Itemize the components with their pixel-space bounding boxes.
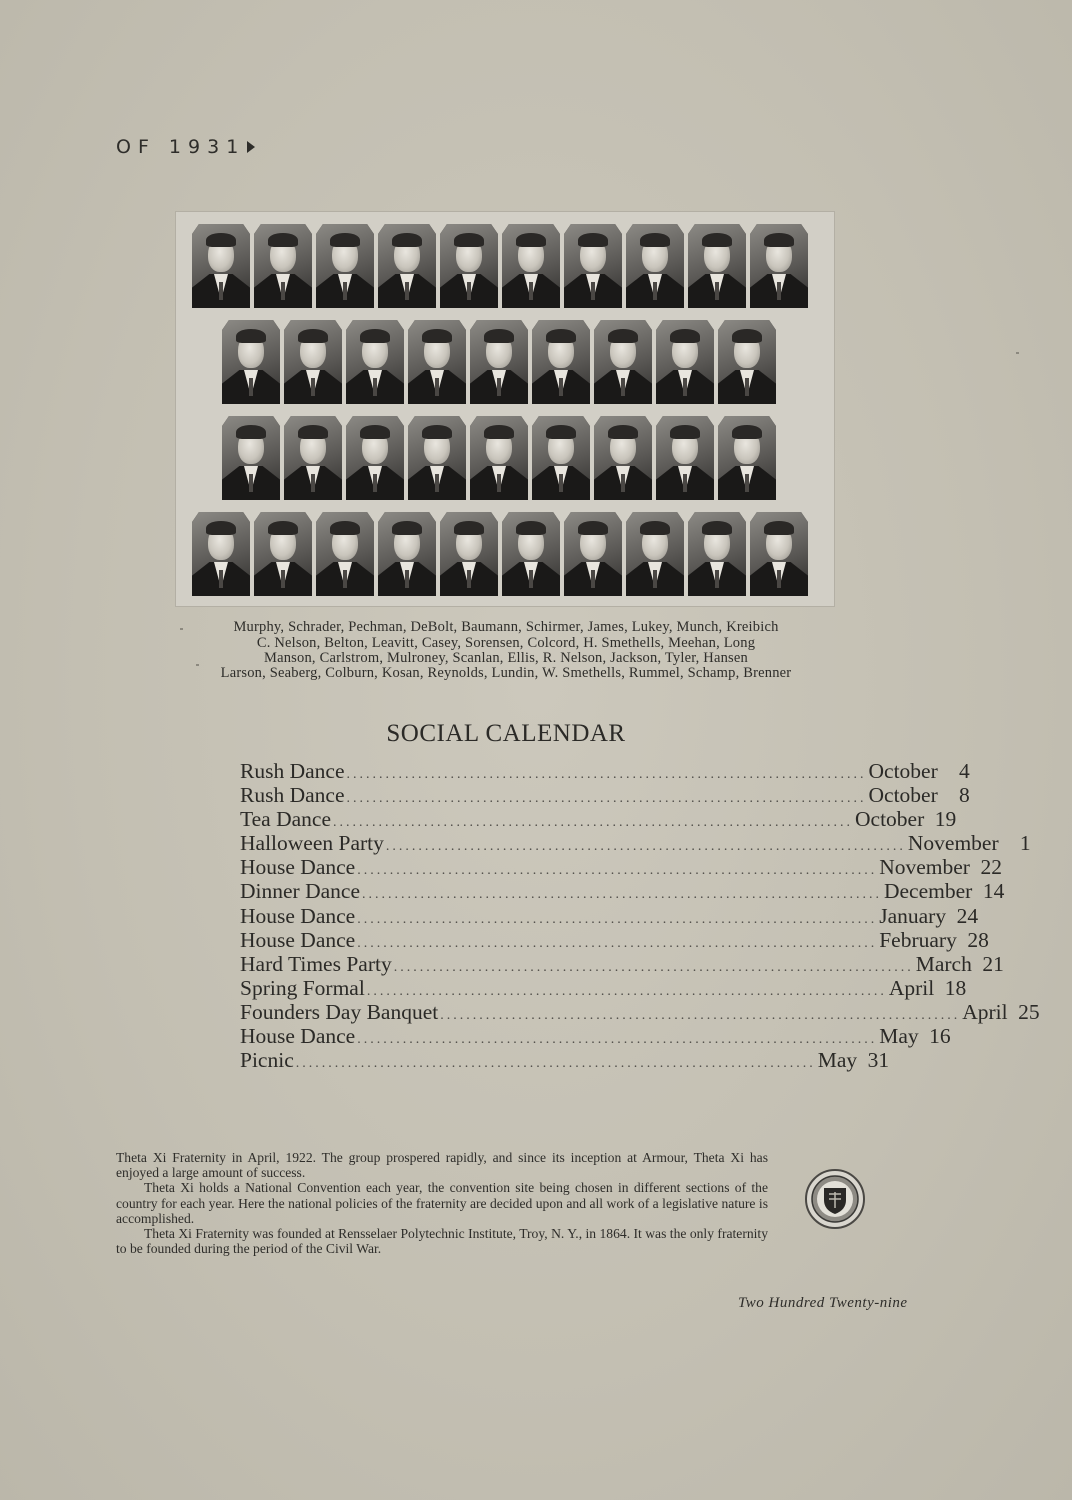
calendar-row — [240, 783, 970, 808]
member-portrait — [316, 512, 374, 596]
member-portrait — [192, 512, 250, 596]
event-day: 8 — [959, 783, 970, 808]
group-photo — [176, 212, 834, 606]
event-name: House Dance — [240, 903, 356, 928]
event-month: May — [817, 1048, 858, 1073]
history-text — [116, 1150, 768, 1256]
dot-leader: ................................................................................ — [361, 887, 882, 903]
event-month: March — [915, 951, 972, 976]
event-month: November — [879, 855, 970, 880]
photo-caption-line-1: Murphy, Schrader, Pechman, DeBolt, Baumann, Schirmer, James, Lukey, Munch, Kreibich — [233, 619, 779, 635]
history-paragraph: Theta Xi holds a National Convention each year, the convention site being chosen in different sections of the country for each year. Here the national policies of the fraternity are decided upon and all work of a legislative nature is accomplished. — [116, 1180, 768, 1226]
event-name: Founders Day Banquet — [240, 999, 439, 1024]
paper-speck — [180, 628, 183, 630]
member-portrait — [470, 320, 528, 404]
calendar-row — [240, 1048, 890, 1073]
photo-caption-line-4: Larson, Seaberg, Colburn, Kosan, Reynolds, Lundin, W. Smethells, Rummel, Schamp, Brenner — [220, 665, 792, 681]
event-name: Spring Formal — [240, 975, 365, 1000]
photo-row-3 — [222, 416, 780, 500]
member-portrait — [222, 320, 280, 404]
event-day: 28 — [967, 927, 989, 952]
member-portrait — [440, 224, 498, 308]
member-portrait — [502, 512, 560, 596]
member-portrait — [470, 416, 528, 500]
event-day: 21 — [982, 951, 1004, 976]
dot-leader: ................................................................................ — [346, 791, 867, 807]
calendar-row — [240, 879, 1005, 904]
member-portrait — [440, 512, 498, 596]
member-portrait — [750, 224, 808, 308]
dot-leader: ................................................................................ — [333, 815, 853, 831]
member-portrait — [718, 320, 776, 404]
calendar-row — [240, 1024, 951, 1049]
member-portrait — [688, 224, 746, 308]
event-day: 31 — [867, 1048, 890, 1073]
member-portrait — [594, 320, 652, 404]
paper-speck — [1016, 352, 1019, 354]
calendar-row — [240, 759, 970, 783]
calendar-row — [240, 975, 967, 1000]
event-month: November — [907, 831, 999, 856]
triangle-right-icon — [247, 141, 255, 153]
member-portrait — [718, 416, 776, 500]
event-name: House Dance — [240, 1024, 356, 1049]
member-portrait — [564, 224, 622, 308]
calendar-row — [240, 951, 1004, 976]
event-day: 4 — [959, 759, 970, 783]
event-day: 22 — [980, 855, 1002, 880]
event-name: Dinner Dance — [240, 879, 360, 904]
member-portrait — [656, 320, 714, 404]
photo-row-2 — [222, 320, 780, 404]
member-portrait — [316, 224, 374, 308]
page-number: Two Hundred Twenty-nine — [738, 1295, 908, 1311]
member-portrait — [408, 416, 466, 500]
calendar-row — [240, 807, 957, 832]
member-portrait — [346, 416, 404, 500]
member-portrait — [532, 320, 590, 404]
running-head-text: OF 1931 — [116, 136, 246, 158]
member-portrait — [346, 320, 404, 404]
member-portrait — [594, 416, 652, 500]
event-month: April — [962, 999, 1008, 1024]
calendar-row — [240, 903, 979, 928]
event-day: 1 — [1019, 831, 1031, 856]
event-day: 16 — [929, 1024, 951, 1049]
calendar-row — [240, 999, 1040, 1024]
social-calendar-title: SOCIAL CALENDAR — [386, 720, 626, 747]
member-portrait — [626, 224, 684, 308]
event-day: 24 — [956, 903, 979, 928]
member-portrait — [564, 512, 622, 596]
member-portrait — [284, 320, 342, 404]
social-calendar-list — [240, 759, 1040, 1073]
event-month: October — [868, 759, 938, 783]
event-day: 14 — [982, 879, 1005, 904]
member-portrait — [192, 224, 250, 308]
member-portrait — [656, 416, 714, 500]
member-portrait — [254, 512, 312, 596]
history-paragraph: Theta Xi Fraternity was founded at Rensselaer Polytechnic Institute, Troy, N. Y., in 1864. It was the only fraternity to be founded during the period of the Civil War. — [116, 1226, 768, 1257]
member-portrait — [532, 416, 590, 500]
event-name: Halloween Party — [240, 831, 384, 856]
running-head — [116, 136, 255, 158]
dot-leader: ................................................................................ — [357, 1032, 878, 1048]
event-month: January — [879, 903, 947, 928]
member-portrait — [688, 512, 746, 596]
event-name: Rush Dance — [240, 783, 345, 808]
member-portrait — [750, 512, 808, 596]
event-month: February — [879, 927, 957, 952]
calendar-row — [240, 831, 1031, 856]
dot-leader: ................................................................................ — [385, 839, 906, 855]
dot-leader: ................................................................................ — [357, 863, 878, 879]
event-name: Hard Times Party — [240, 951, 392, 976]
member-portrait — [378, 512, 436, 596]
event-name: House Dance — [240, 855, 356, 880]
photo-caption-line-3: Manson, Carlstrom, Mulroney, Scanlan, Ellis, R. Nelson, Jackson, Tyler, Hansen — [264, 650, 748, 666]
member-portrait — [254, 224, 312, 308]
event-month: October — [868, 783, 938, 808]
event-day: 19 — [934, 807, 957, 832]
member-portrait — [378, 224, 436, 308]
dot-leader: ................................................................................ — [357, 911, 878, 927]
member-portrait — [408, 320, 466, 404]
photo-caption-line-2: C. Nelson, Belton, Leavitt, Casey, Sorensen, Colcord, H. Smethells, Meehan, Long — [256, 635, 756, 651]
member-portrait — [222, 416, 280, 500]
dot-leader: ................................................................................ — [440, 1007, 961, 1023]
member-portrait — [502, 224, 560, 308]
history-paragraph: Theta Xi Fraternity in April, 1922. The group prospered rapidly, and since its inception at Armour, Theta Xi has enjoyed a large amount of success. — [116, 1150, 768, 1181]
event-month: April — [888, 975, 935, 1000]
calendar-row — [240, 855, 1002, 880]
dot-leader: ................................................................................ — [393, 959, 914, 975]
event-month: December — [883, 879, 973, 904]
event-day: 25 — [1018, 999, 1040, 1024]
dot-leader: ................................................................................ — [357, 935, 878, 951]
event-name: Rush Dance — [240, 759, 345, 783]
event-name: House Dance — [240, 927, 356, 952]
paper-speck — [196, 664, 199, 666]
member-portrait — [284, 416, 342, 500]
dot-leader: ................................................................................ — [295, 1056, 816, 1072]
dot-leader: ................................................................................ — [346, 767, 867, 782]
event-name: Picnic — [240, 1048, 294, 1073]
fraternity-crest-icon — [804, 1168, 866, 1230]
dot-leader: ................................................................................ — [366, 983, 887, 999]
member-portrait — [626, 512, 684, 596]
event-name: Tea Dance — [240, 807, 331, 832]
photo-row-1 — [192, 224, 812, 308]
event-day: 18 — [944, 975, 967, 1000]
event-month: May — [879, 1024, 919, 1049]
event-month: October — [855, 807, 925, 832]
photo-row-4 — [192, 512, 812, 596]
calendar-row — [240, 927, 989, 952]
